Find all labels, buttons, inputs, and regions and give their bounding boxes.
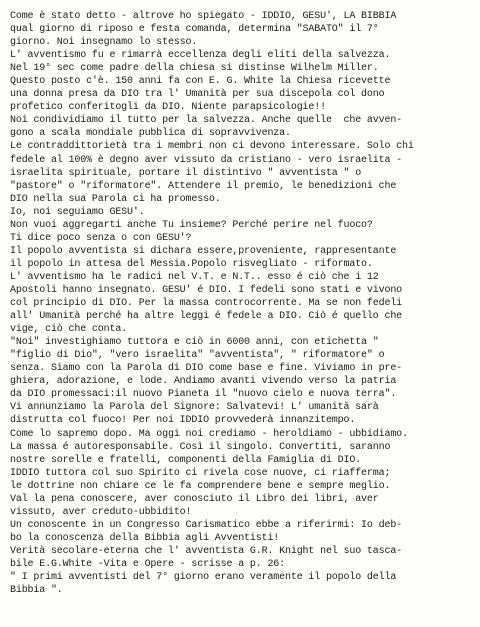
text-line: una donna presa da DIO tra l' Umanità per sua discepola col dono [10,89,385,101]
text-line: La massa é autoresponsabile. Così il singolo. Convertiti, saranno [10,441,391,453]
text-line: L' avventismo fu e rimarrà eccellenza degli eliti della salvezza. [10,50,391,62]
text-line: Un conoscente in un Congresso Carismatico ebbe a riferirmi: Io deb- [10,519,403,531]
text-line: ghiera, adorazione, e lode. Andiamo avanti vivendo verso la patria [10,376,397,388]
text-line: il popolo in attesa del Messia.Popolo risvegliato - riformato. [10,258,373,270]
text-line: le dottrine non chiare ce le fa comprendere bene e sempre meglio. [10,480,391,492]
text-line: "figlio di Dio", "vero israelita" "avventista", " riformatore" o [10,350,385,362]
text-line: nostre sorelle e fratelli, componenti della Famiglia di DIO. [10,454,362,466]
text-line: fedele al 100% è degno aver vissuto da cristiano - vero israelita - [10,154,403,166]
text-line: Le contraddittorietà tra i membri non ci devono interessare. Solo chi [10,141,414,153]
text-line: " I primi avventisti del 7° giorno erano veramente il popolo della [10,572,397,584]
text-line: Verità secolare-eterna che l' avventista G.R. Knight nel suo tasca- [10,545,403,557]
text-line: Val la pena conoscere, aver conosciuto il Libro dei libri, aver [10,493,379,505]
text-line: vige, ciò che conta. [10,324,128,336]
text-line: vissuto, aver creduto-ubbidito! [10,506,192,518]
text-line: distrutta col fuoco! Per noi IDDIO provvederà innanzitempo. [10,415,356,427]
text-line: Apostoli hanno insegnato. GESU' é DIO. I fedeli sono stati e vivono [10,284,403,296]
text-line: Come lo sapremo dopo. Ma oggi noi crediamo - heroldiamo - ubbidiamo. [10,428,408,440]
text-line: all' Umanità perché ha altre leggi é fedele a DIO. Ciò é quello che [10,311,403,323]
text-line: L' avventismo ha le radici nel V.T. e N.T.. esso é ciò che i 12 [10,271,379,283]
text-line: senza. Siamo con la Parola di DIO come base e fine. Viviamo in pre- [10,363,403,375]
text-line: qual giorno di riposo e festa comanda, determina "SABATO" il 7° [10,24,379,36]
typewritten-text-body [10,10,472,597]
text-line: col principio di DIO. Per la massa controcorrente. Ma se non fedeli [10,298,403,310]
text-line: Ti dice poco senza o con GESU'? [10,232,192,244]
text-line: bile E.G.White -Vita e Opere - scrisse a p. 26: [10,558,285,570]
text-line: Vi annunziamo la Parola del Signore: Salvatevi! L' umanità sarà [10,402,379,414]
text-line: gono a scala mondiale pubblica di sopravvivenza. [10,128,291,140]
text-line: Non vuoi aggregarti anche Tu insieme? Perché perire nel fuoco? [10,219,373,231]
text-line: Il popolo avventista si dichara essere,proveniente, rappresentante [10,245,397,257]
text-line: Bibbia ". [10,585,63,597]
text-line: "Noi" investighiamo tuttora e ciò in 6000 anni, con etichetta " [10,337,379,349]
text-line: Noi condividiamo il tutto per la salvezza. Anche quelle che avven- [10,115,403,127]
text-line: Come è stato detto - altrove ho spiegato - IDDIO, GESU', LA BIBBIA [10,11,397,22]
text-line: giorno. Noi insegnamo lo stesso. [10,37,198,49]
text-line: IDDIO tuttora col suo Spirito ci rivela cose nuove, ci riafferma; [10,467,391,479]
text-line: israelita spirituale, portare il distintivo " avventista " o [10,167,362,179]
text-line: Nel 19° sec come padre della chiesa si distinse Wilhelm Miller. [10,63,379,75]
text-line: Io, noi seguiamo GESU'. [10,206,145,218]
text-line: DIO nella sua Parola ci ha promesso. [10,193,221,205]
text-line: "pastore" o "riformatore". Attendere il premio, le benedizioni che [10,180,397,192]
text-line: Questo posto c'è. 150 anni fa con E. G. White la Chiesa ricevette [10,76,391,88]
text-line: bo la conoscenza della Bibbia agli Avventisti! [10,532,280,544]
text-line: profetico conferitogli da DIO. Niente parapsicologie!! [10,102,326,114]
text-line: da DIO promessaci:il nuovo Pianeta il "nuovo cielo e nuova terra". [10,389,397,401]
